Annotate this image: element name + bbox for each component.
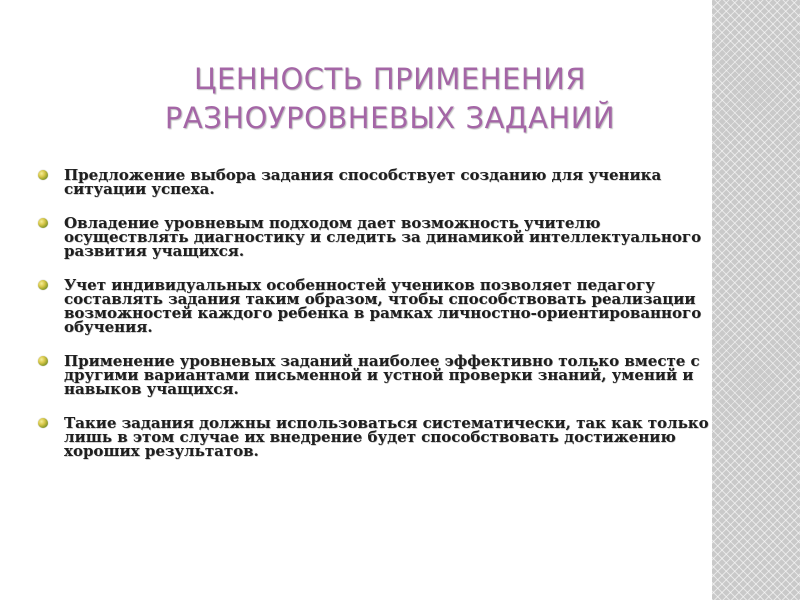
slide-title bbox=[60, 60, 720, 138]
bullet-item bbox=[38, 216, 728, 258]
slide-title-line-2: РАЗНОУРОВНЕВЫХ ЗАДАНИЙ bbox=[164, 101, 616, 135]
bullet-item bbox=[38, 354, 728, 396]
bullet-dot-icon bbox=[38, 170, 48, 180]
bullet-list bbox=[38, 168, 728, 478]
bullet-item bbox=[38, 416, 728, 458]
bullet-item bbox=[38, 278, 728, 334]
bullet-text: Предложение выбора задания способствует созданию для ученика ситуации успеха. bbox=[64, 166, 662, 198]
bullet-item bbox=[38, 168, 728, 196]
bullet-dot-icon bbox=[38, 280, 48, 290]
bullet-text: Овладение уровневым подходом дает возможность учителю осуществлять диагностику и следить за динамикой интеллектуального развития учащихся. bbox=[64, 214, 702, 260]
bullet-text: Учет индивидуальных особенностей учеников позволяет педагогу составлять задания таким образом, чтобы способствовать реализации возможностей каждого ребенка в рамках личностно-ориентированного обучения. bbox=[64, 276, 702, 336]
bullet-text: Такие задания должны использоваться систематически, так как только лишь в этом случае их внедрение будет способствовать достижению хороших результатов. bbox=[64, 414, 709, 460]
slide-title-line-1: ЦЕННОСТЬ ПРИМЕНЕНИЯ bbox=[194, 62, 586, 96]
bullet-text: Применение уровневых заданий наиболее эффективно только вместе с другими вариантами письменной и устной проверки знаний, умений и навыков учащихся. bbox=[64, 352, 700, 398]
bullet-dot-icon bbox=[38, 356, 48, 366]
bullet-dot-icon bbox=[38, 418, 48, 428]
bullet-dot-icon bbox=[38, 218, 48, 228]
